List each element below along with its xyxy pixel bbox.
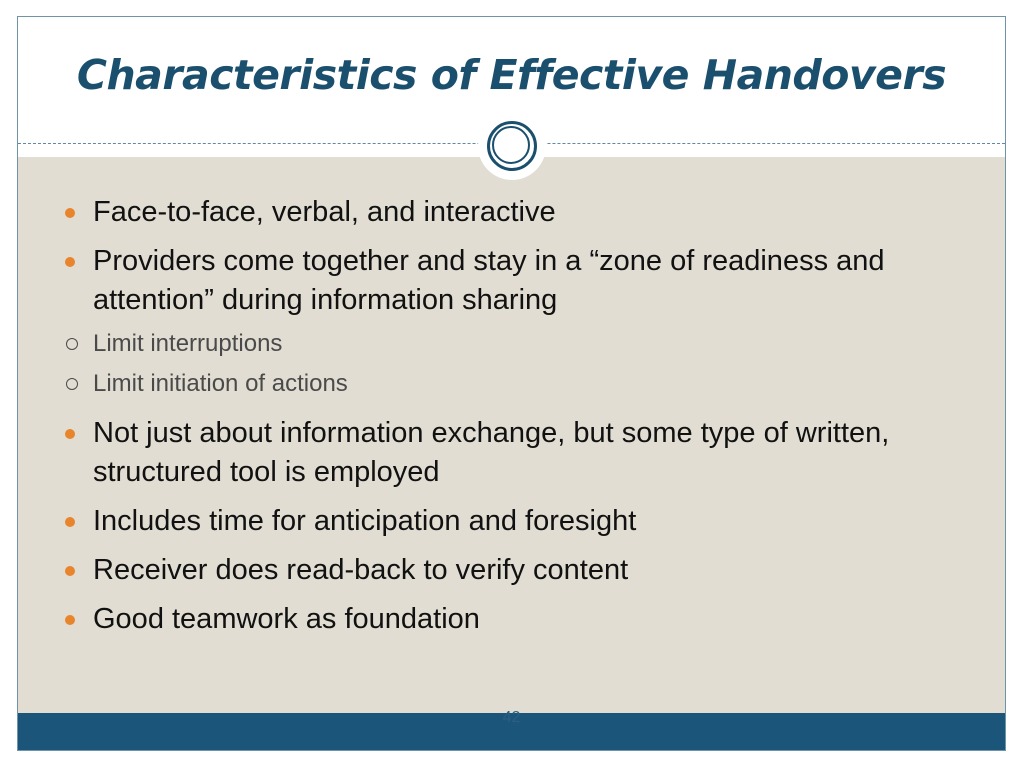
orange-bullet-icon [65, 566, 75, 576]
slide-title: Characteristics of Effective Handovers [76, 51, 947, 99]
footer-bar [18, 709, 1005, 750]
hollow-bullet-icon [66, 378, 78, 390]
sub-bullet-text: Limit initiation of actions [93, 370, 348, 397]
bullet-text: Good teamwork as foundation [93, 603, 480, 635]
bullet-list [62, 193, 962, 649]
bullet-item [62, 193, 962, 232]
page-number: 42 [502, 709, 521, 726]
slide [17, 16, 1006, 751]
bullet-text: Includes time for anticipation and foresight [93, 505, 637, 537]
ring-inner [492, 126, 530, 164]
hollow-bullet-icon [66, 338, 78, 350]
bullet-item [62, 600, 962, 639]
orange-bullet-icon [65, 517, 75, 527]
bullet-item [62, 502, 962, 541]
orange-bullet-icon [65, 257, 75, 267]
bullet-item [62, 551, 962, 590]
bullet-text: Not just about information exchange, but some type of written, structured tool is employed [93, 417, 890, 488]
orange-bullet-icon [65, 208, 75, 218]
sub-bullet-item [62, 324, 962, 364]
sub-bullet-list [62, 324, 962, 404]
orange-bullet-icon [65, 615, 75, 625]
bullet-text: Providers come together and stay in a “zone of readiness and attention” during information sharing [93, 245, 885, 316]
orange-bullet-icon [65, 429, 75, 439]
ring-ornament-icon [487, 121, 537, 171]
sub-bullet-text: Limit interruptions [93, 330, 283, 357]
bullet-text: Receiver does read-back to verify content [93, 554, 629, 586]
sub-bullet-item [62, 364, 962, 404]
bullet-item [62, 242, 962, 404]
bullet-item [62, 414, 962, 492]
bullet-text: Face-to-face, verbal, and interactive [93, 196, 556, 228]
